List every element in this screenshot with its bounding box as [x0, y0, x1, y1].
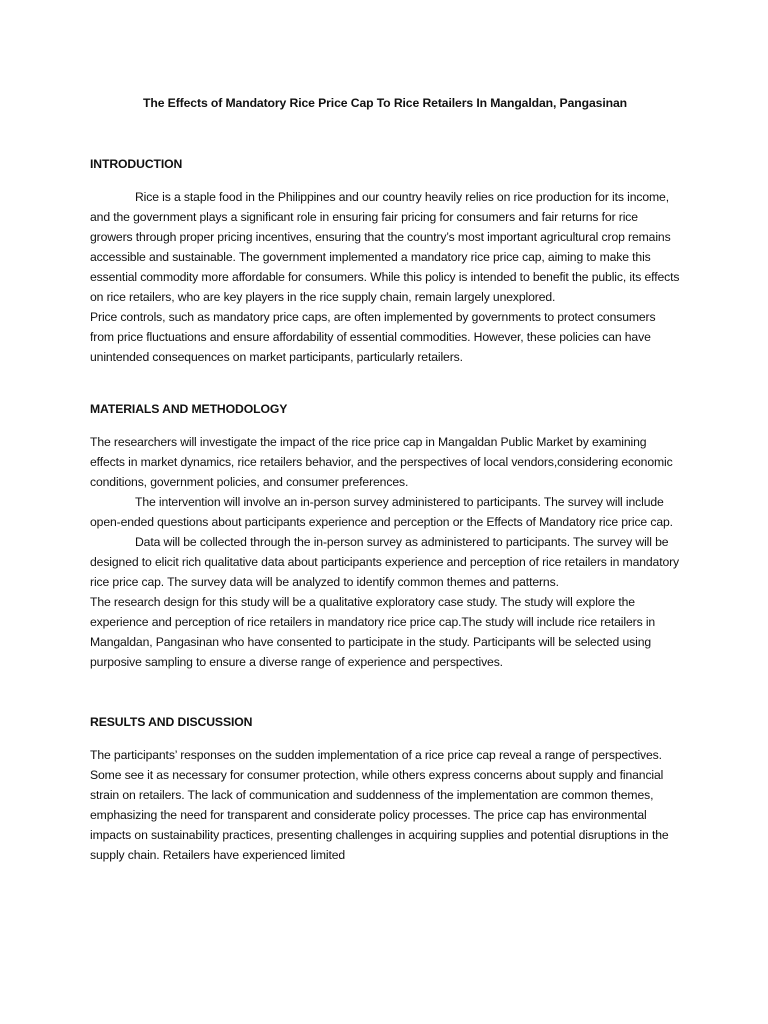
materials-paragraph: Data will be collected through the in-person survey as administered to participants. The survey will be designed to elicit rich qualitative data about participants experience and perception of rice retailers in mandatory rice price cap. The survey data will be analyzed to identify common themes and patterns.: [90, 535, 680, 589]
results-section: [90, 712, 680, 865]
document-page: [90, 93, 680, 865]
materials-paragraph: The researchers will investigate the impact of the rice price cap in Mangaldan Public Market by examining effects in market dynamics, rice retailers behavior, and the perspectives of local vendors,considering economic conditions, government policies, and consumer preferences.: [90, 435, 673, 489]
materials-paragraph: The intervention will involve an in-person survey administered to participants. The survey will include open-ended questions about participants experience and perception or the Effects of Mandatory rice price cap.: [90, 495, 673, 529]
materials-heading: MATERIALS AND METHODOLOGY: [90, 402, 288, 416]
introduction-paragraph: Rice is a staple food in the Philippines and our country heavily relies on rice production for its income, and the government plays a significant role in ensuring fair pricing for consumers and fair returns for rice growers through proper pricing incentives, ensuring that the country’s most important agricultural crop remains accessible and sustainable. The government implemented a mandatory rice price cap, aiming to make this essential commodity more affordable for consumers. While this policy is intended to benefit the public, its effects on rice retailers, who are key players in the rice supply chain, remain largely unexplored.: [90, 190, 680, 304]
materials-paragraph: The research design for this study will be a qualitative exploratory case study. The study will explore the experience and perception of rice retailers in mandatory rice price cap.The study will include rice retailers in Mangaldan, Pangasinan who have consented to participate in the study. Participants will be selected using purposive sampling to ensure a diverse range of experience and perspectives.: [90, 595, 656, 669]
introduction-heading: INTRODUCTION: [90, 157, 183, 171]
introduction-paragraph: Price controls, such as mandatory price caps, are often implemented by governments to protect consumers from price fluctuations and ensure affordability of essential commodities. However, these policies can have unintended consequences on market participants, particularly retailers.: [90, 310, 656, 364]
document-title: The Effects of Mandatory Rice Price Cap To Rice Retailers In Mangaldan, Pangasinan: [143, 96, 627, 110]
results-paragraph: The participants’ responses on the sudden implementation of a rice price cap reveal a range of perspectives. Some see it as necessary for consumer protection, while others express concerns about supply and financial strain on retailers. The lack of communication and suddenness of the implementation are common themes, emphasizing the need for transparent and considerate policy processes. The price cap has environmental impacts on sustainability practices, presenting challenges in acquiring supplies and potential disruptions in the supply chain. Retailers have experienced limited: [90, 748, 669, 862]
materials-section: [90, 399, 680, 672]
results-heading: RESULTS AND DISCUSSION: [90, 715, 253, 729]
introduction-section: [90, 154, 680, 367]
